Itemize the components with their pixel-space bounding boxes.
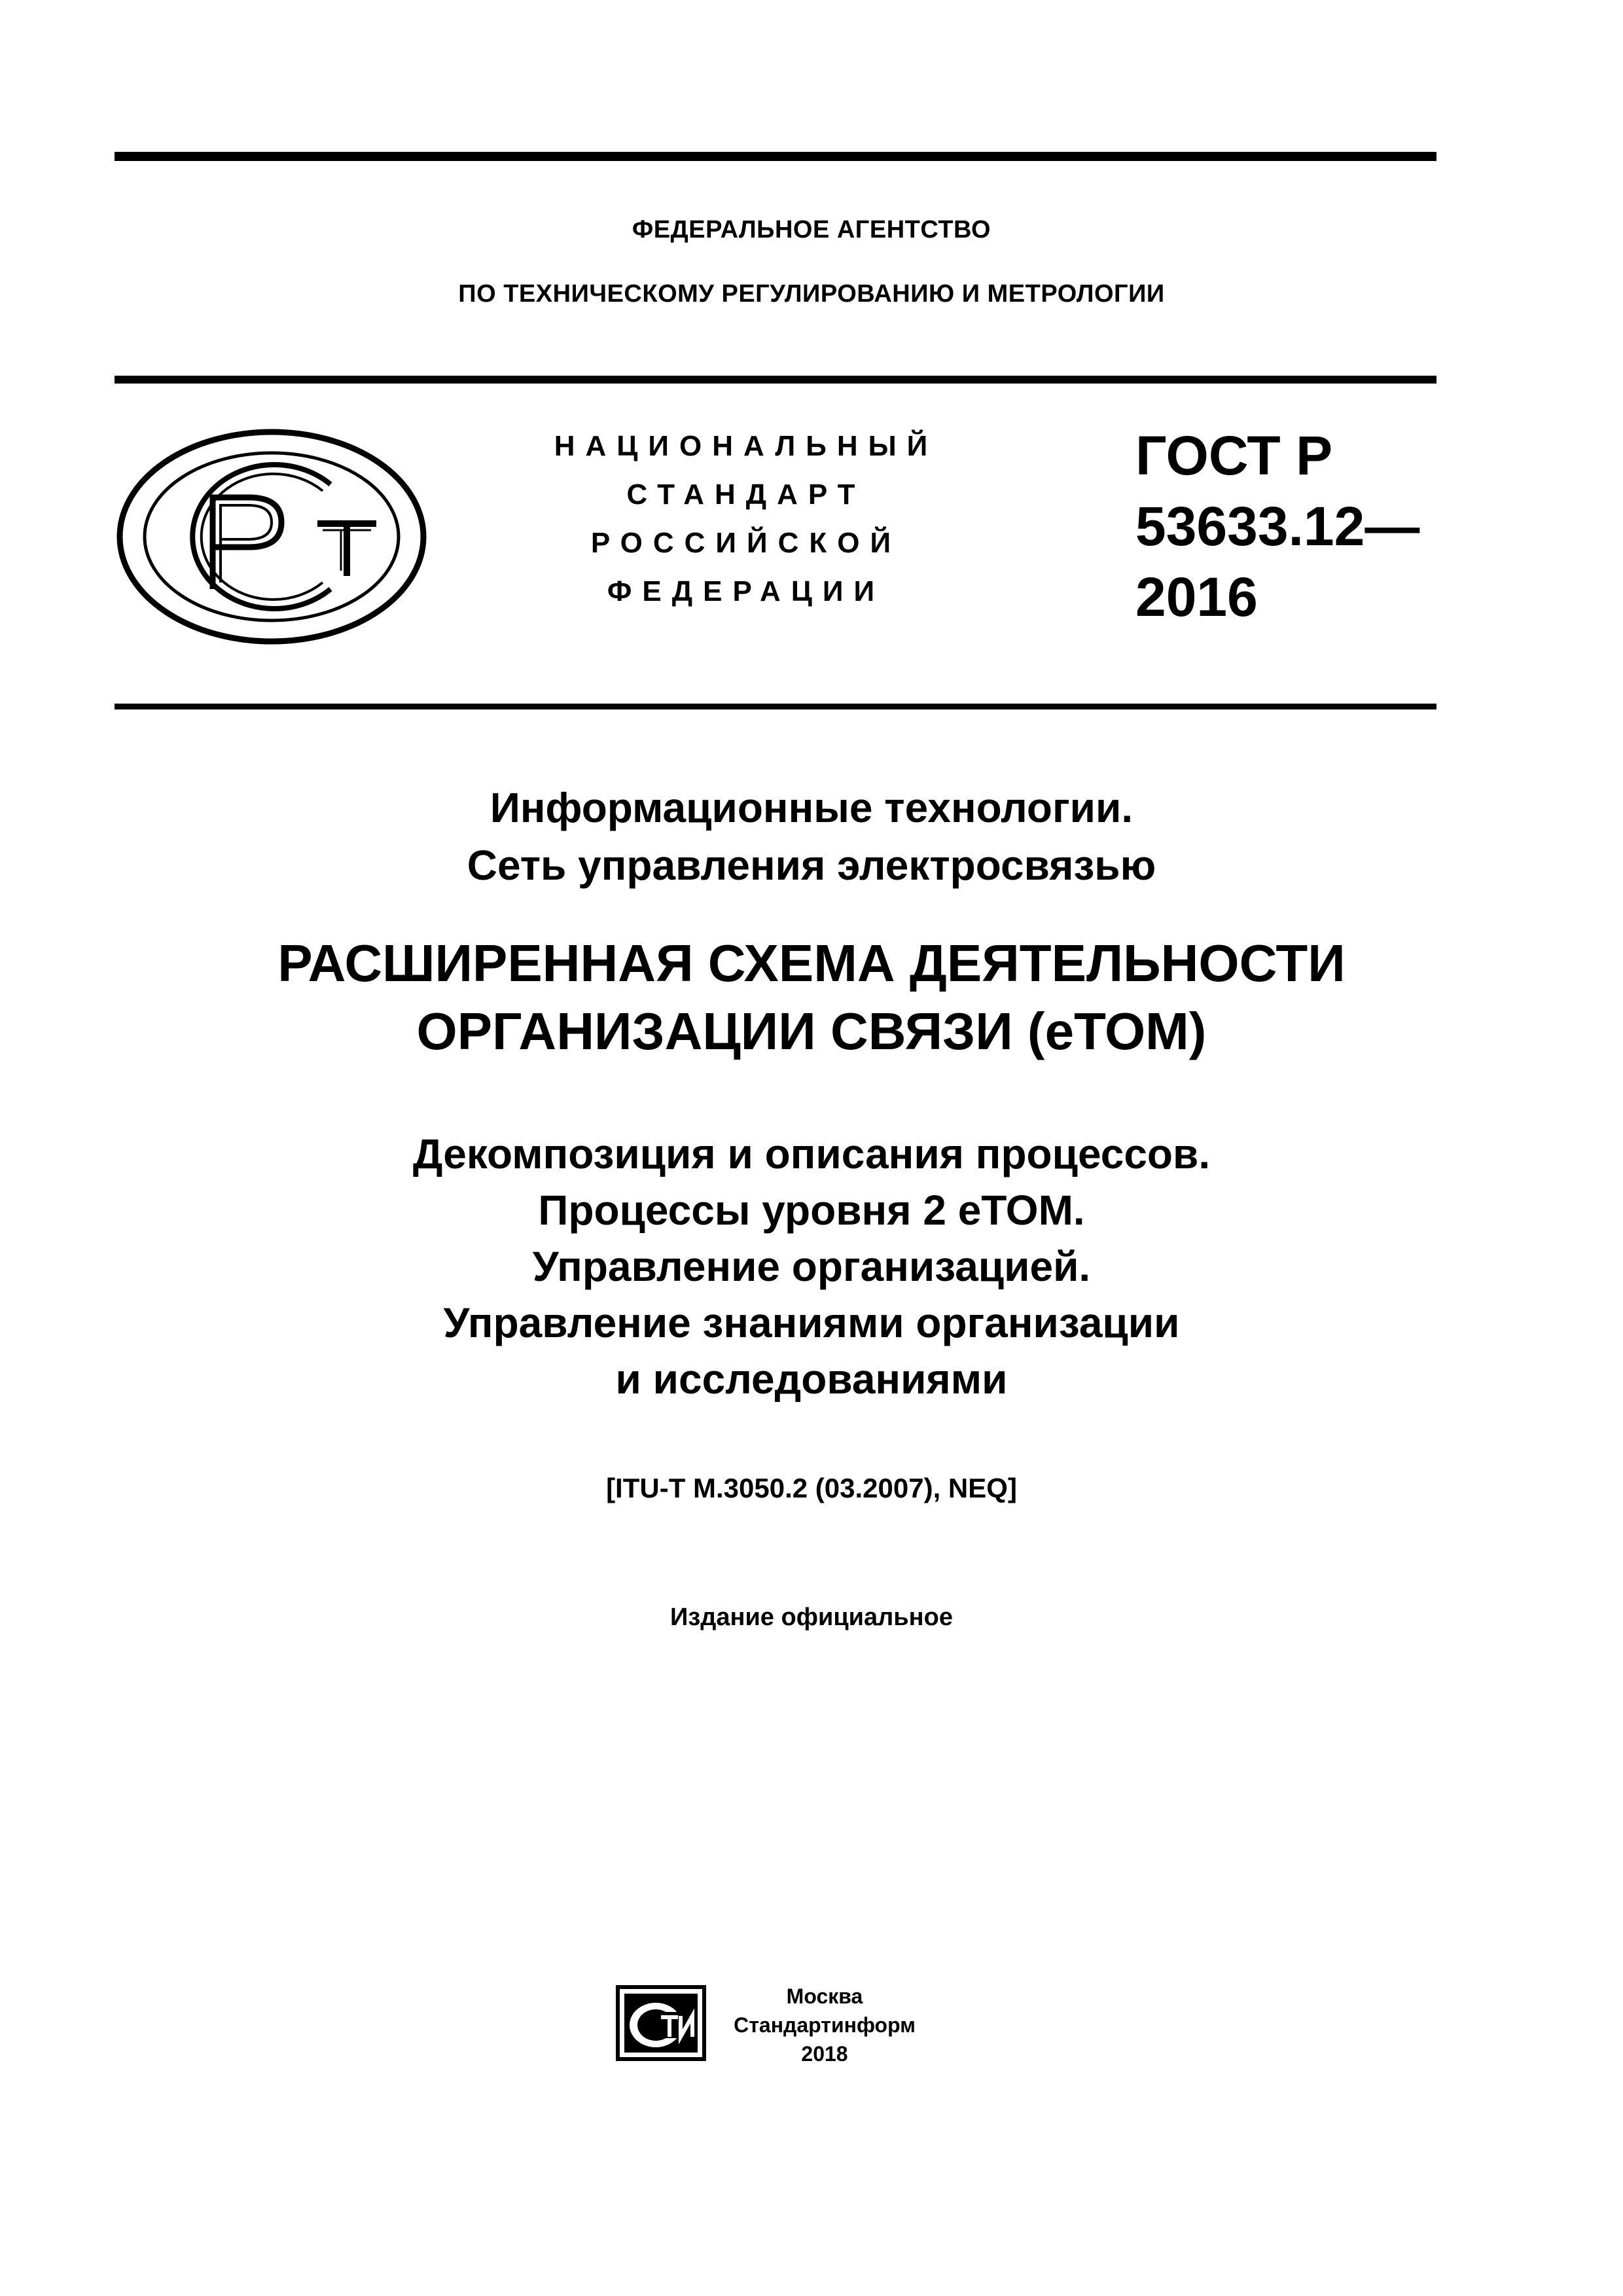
subtitle	[0, 1126, 1623, 1407]
standartinform-logo-icon	[615, 1984, 707, 2062]
standard-designation	[1135, 420, 1419, 632]
top-rule	[115, 152, 1436, 161]
main-title-line2: ОРГАНИЗАЦИИ СВЯЗИ (еТОМ)	[416, 1002, 1207, 1060]
national-standard-line2: СТАНДАРТ	[626, 478, 866, 511]
national-standard-label	[510, 422, 982, 616]
rst-certification-emblem-icon	[115, 425, 429, 648]
designation-line3: 2016	[1135, 566, 1258, 628]
agency-name-line2: ПО ТЕХНИЧЕСКОМУ РЕГУЛИРОВАНИЮ И МЕТРОЛОГИИ	[458, 280, 1165, 308]
subtitle-line5: и исследованиями	[615, 1355, 1008, 1403]
subtitle-line2: Процессы уровня 2 еТОМ.	[538, 1187, 1085, 1234]
main-title	[0, 929, 1623, 1066]
designation-rule	[115, 704, 1436, 709]
subtitle-line1: Декомпозиция и описания процессов.	[412, 1130, 1211, 1177]
edition-label: Издание официальное	[670, 1604, 953, 1631]
main-title-line1: РАСШИРЕННАЯ СХЕМА ДЕЯТЕЛЬНОСТИ	[277, 934, 1346, 992]
designation-line2: 53633.12—	[1135, 495, 1420, 557]
national-standard-line3: РОССИЙСКОЙ	[590, 527, 902, 559]
subtitle-line3: Управление организацией.	[532, 1243, 1091, 1290]
agency-name-line1: ФЕДЕРАЛЬНОЕ АГЕНТСТВО	[632, 216, 991, 243]
designation-line1: ГОСТ Р	[1135, 425, 1333, 486]
national-standard-line4: ФЕДЕРАЦИИ	[607, 575, 885, 607]
publisher-imprint	[726, 1982, 923, 2068]
subject-area-line1: Информационные технологии.	[490, 784, 1133, 831]
publisher-city: Москва	[786, 1984, 863, 2008]
national-standard-line1: НАЦИОНАЛЬНЫЙ	[554, 430, 938, 462]
subtitle-line4: Управление знаниями организации	[443, 1299, 1180, 1346]
subject-area-line2: Сеть управления электросвязью	[467, 842, 1156, 889]
header-rule	[115, 376, 1436, 384]
international-reference: [ITU-T M.3050.2 (03.2007), NEQ]	[606, 1473, 1017, 1503]
publisher-year: 2018	[801, 2042, 848, 2066]
publisher-name: Стандартинформ	[734, 2013, 916, 2037]
subject-area-title	[0, 779, 1623, 894]
